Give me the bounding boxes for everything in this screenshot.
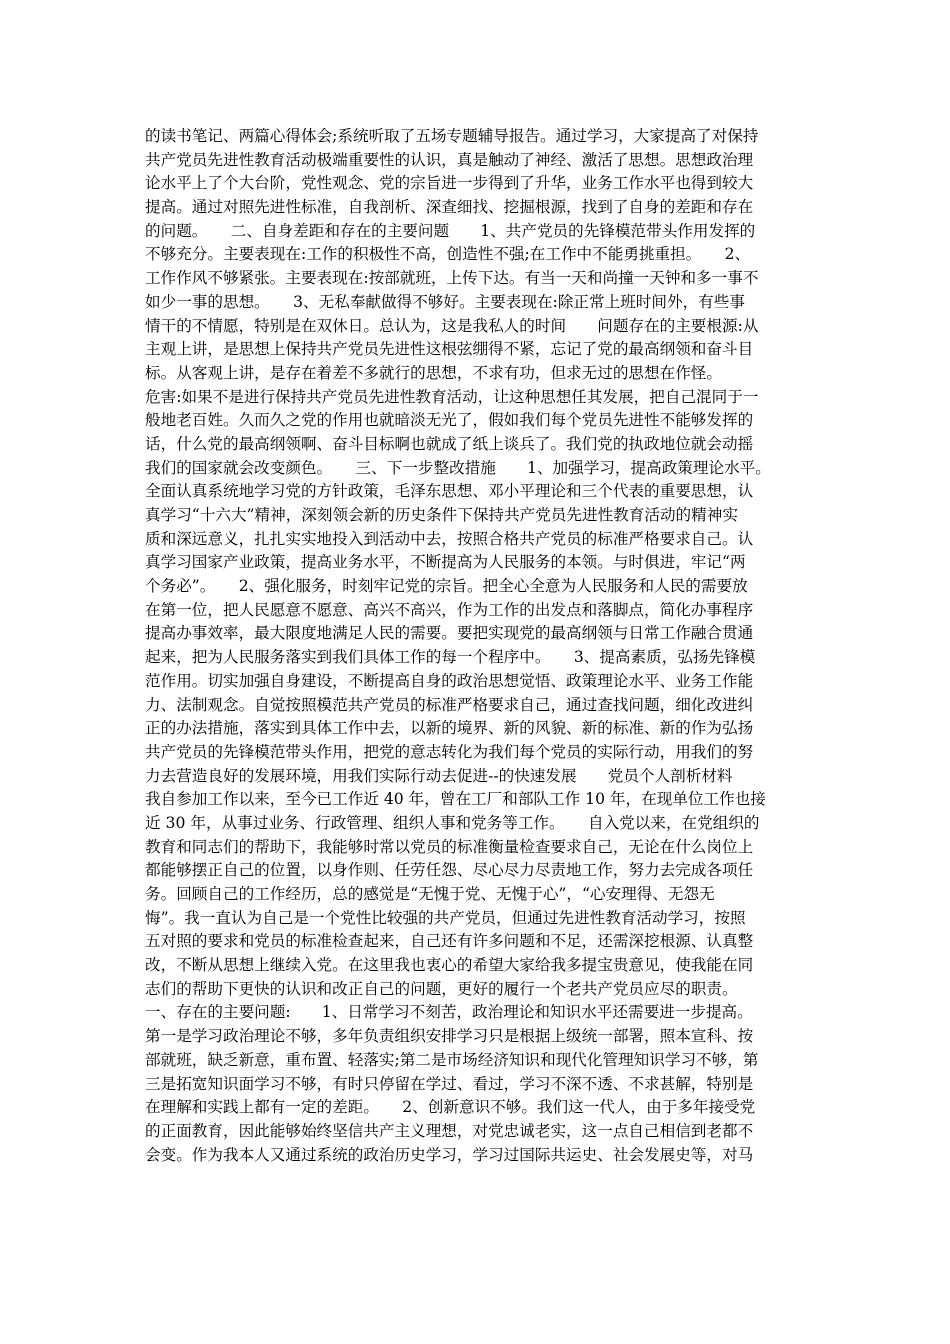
text-line: 正的办法措施，落实到具体工作中去，以新的境界、新的风貌、新的标准、新的作为弘扬: [145, 719, 754, 738]
text-line: 在理解和实践上都有一定的差距。 2、创新意识不够。我们这一代人，由于多年接受党: [145, 1098, 756, 1117]
text-line: 主观上讲，是思想上保持共产党员先进性这根弦绷得不紧，忘记了党的最高纲领和奋斗目: [145, 340, 754, 359]
text-line: 共产党员先进性教育活动极端重要性的认识，真是触动了神经、激活了思想。思想政治理: [145, 150, 754, 169]
text-line: 话，什么党的最高纲领啊、奋斗目标啊也就成了纸上谈兵了。我们党的执政地位就会动摇: [145, 434, 754, 453]
text-line: 的正面教育，因此能够始终坚信共产主义理想，对党忠诚老实，这一点自己相信到老都不: [145, 1121, 754, 1140]
text-line: 全面认真系统地学习党的方针政策，毛泽东思想、邓小平理论和三个代表的重要思想，认: [145, 482, 754, 501]
text-line: 般地老百姓。久而久之党的作用也就暗淡无光了，假如我们每个党员先进性不能够发挥的: [145, 411, 754, 430]
text-line: 部就班，缺乏新意，重布置、轻落实;第二是市场经济知识和现代化管理知识学习不够，第: [145, 1050, 759, 1069]
text-line: 论水平上了个大台阶，党性观念、党的宗旨进一步得到了升华，业务工作水平也得到较大: [145, 174, 754, 193]
text-line: 标。从客观上讲，是存在着差不多就行的思想，不求有功，但求无过的思想在作怪。: [145, 363, 722, 382]
text-line: 力去营造良好的发展环境，用我们实际行动去促进--的快速发展 党员个人剖析材料: [145, 766, 733, 785]
text-line: 务。回顾自己的工作经历，总的感觉是“无愧于党、无愧于心”，“心安理得、无怨无: [145, 885, 715, 903]
text-line: 会变。作为我本人又通过系统的政治历史学习，学习过国际共运史、社会发展史等，对马: [145, 1145, 754, 1164]
text-line: 情干的不情愿，特别是在双休日。总认为，这是我私人的时间 问题存在的主要根源:从: [145, 316, 759, 335]
text-line: 志们的帮助下更快的认识和改正自己的问题，更好的履行一个老共产党员应尽的职责。: [145, 979, 738, 998]
text-line: 第一是学习政治理论不够，多年负责组织安排学习只是根据上级统一部署，照本宣科、按: [145, 1027, 754, 1046]
text-line: 五对照的要求和党员的标准检查起来，自己还有许多问题和不足，还需深挖根源、认真整: [145, 932, 754, 951]
text-line: 近 30 年，从事过业务、行政管理、组织人事和党务等工作。 自入党以来，在党组织的: [145, 813, 760, 832]
text-line: 共产党员的先锋模范带头作用，把党的意志转化为我们每个党员的实际行动，用我们的努: [145, 742, 754, 761]
text-line: 教育和同志们的帮助下，我能够时常以党员的标准衡量检查要求自己，无论在什么岗位上: [145, 837, 754, 856]
text-line: 质和深远意义，扎扎实实地投入到活动中去，按照合格共产党员的标准严格要求自己。认: [145, 529, 754, 548]
text-line: 提高。通过对照先进性标准，自我剖析、深查细找、挖掘根源，找到了自身的差距和存在: [145, 198, 754, 217]
text-line: 提高办事效率，最大限度地满足人民的需要。要把实现党的最高纲领与日常工作融合贯通: [145, 624, 754, 643]
text-line: 的问题。 二、自身差距和存在的主要问题 1、共产党员的先锋模范带头作用发挥的: [145, 221, 756, 240]
text-line: 工作作风不够紧张。主要表现在:按部就班，上传下达。有当一天和尚撞一天钟和多一事不: [145, 269, 759, 288]
text-line: 危害:如果不是进行保持共产党员先进性教育活动，让这种思想任其发展，把自己混同于一: [145, 387, 759, 406]
text-line: 悔”。我一直认为自己是一个党性比较强的共产党员，但通过先进性教育活动学习，按照: [145, 908, 746, 927]
text-line: 真学习“十六大”精神，深刻领会新的历史条件下保持共产党员先进性教育活动的精神实: [145, 506, 738, 524]
text-line: 的读书笔记、两篇心得体会;系统听取了五场专题辅导报告。通过学习，大家提高了对保持: [145, 127, 759, 145]
text-line: 三是拓宽知识面学习不够，有时只停留在学过、看过，学习不深不透、不求甚解，特别是: [145, 1074, 754, 1093]
text-line: 如少一事的思想。 3、无私奉献做得不够好。主要表现在:除正常上班时间外，有些事: [145, 292, 745, 311]
text-line: 我自参加工作以来，至今已工作近 40 年，曾在工厂和部队工作 10 年，在现单位工作也接: [145, 790, 766, 809]
text-line: 在第一位，把人民愿意不愿意、高兴不高兴，作为工作的出发点和落脚点，简化办事程序: [145, 600, 754, 619]
text-line: 我们的国家就会改变颜色。 三、下一步整改措施 1、加强学习，提高政策理论水平。: [145, 458, 771, 477]
text-line: 一、存在的主要问题: 1、日常学习不刻苦，政治理论和知识水平还需要进一步提高。: [145, 1003, 753, 1022]
text-line: 改，不断从思想上继续入党。在这里我也衷心的希望大家给我多提宝贵意见，使我能在同: [145, 956, 754, 975]
text-line: 力、法制观念。自觉按照模范共产党员的标准严格要求自己，通过查找问题，细化改进纠: [145, 695, 754, 714]
text-line: 范作用。切实加强自身建设，不断提高自身的政治思想觉悟、政策理论水平、业务工作能: [145, 671, 754, 690]
text-line: 个务必”。 2、强化服务，时刻牢记党的宗旨。把全心全意为人民服务和人民的需要放: [145, 577, 748, 596]
text-line: 不够充分。主要表现在:工作的积极性不高，创造性不强;在工作中不能勇挑重担。 2、: [145, 245, 751, 264]
document-body-text: [145, 125, 813, 1167]
text-line: 都能够摆正自己的位置，以身作则、任劳任怨、尽心尽力尽责地工作，努力去完成各项任: [145, 861, 754, 880]
text-line: 真学习国家产业政策，提高业务水平，不断提高为人民服务的本领。与时俱进，牢记“两: [145, 553, 746, 572]
text-line: 起来，把为人民服务落实到我们具体工作的每一个程序中。 3、提高素质，弘扬先锋模: [145, 648, 756, 667]
